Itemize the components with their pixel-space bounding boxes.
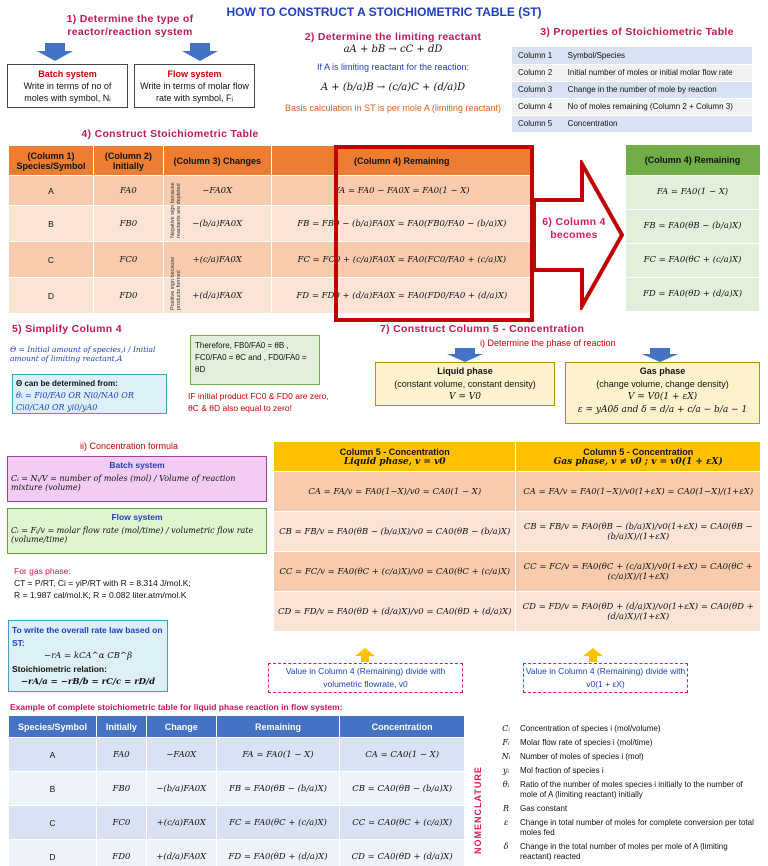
col-header: Species/Symbol [9, 716, 97, 738]
concentration: CB = CA0(θB − (b/a)X) [340, 772, 465, 806]
stoich-eq: −rA/a = −rB/b = rC/c = rD/d [20, 677, 156, 687]
stoich-label: Stoichiometric relation: [12, 664, 107, 674]
gas-label: For gas phase: [14, 566, 71, 576]
gas-phase-eps: ε = yA0δ and δ = d/a + c/a − b/a − 1 [577, 405, 748, 415]
col-header: (Column 4) Remaining [626, 145, 760, 175]
property-column: Column 1 [512, 47, 562, 64]
table-row [626, 277, 760, 311]
property-desc: Change in the number of mole by reaction [562, 81, 752, 98]
arrow-down-icon [445, 348, 485, 362]
rate-law-box [8, 620, 168, 692]
section-1-heading: 1) Determine the type of reactor/reaction system [66, 13, 194, 38]
table-row [274, 592, 761, 632]
gas-phase-title: Gas phase [639, 366, 686, 376]
col-header: (Column 1) Species/Symbol [9, 146, 94, 176]
change: +(c/a)FA0X [163, 242, 271, 278]
liquid-phase-title: Liquid phase [437, 366, 493, 376]
therefore-box: Therefore, FB0/FA0 = θB , FC0/FA0 = θC and , FD0/FA0 = θD [190, 335, 320, 385]
liquid-conc: CD = FD/v = FA0(θD + (d/a)X)/v0 = CA0(θD + (d/a)X) [274, 592, 516, 632]
negative-sign-note: Negative sign because reactants are depleted [170, 182, 182, 238]
change: −(b/a)FA0X [146, 772, 216, 806]
table-row [626, 243, 760, 277]
liquid-phase-box [375, 362, 555, 406]
col-header [274, 442, 516, 472]
theta-definition: Θ = Initial amount of species,i / Initial amount of limiting reactant,A [10, 345, 156, 363]
gas-phase-formula [14, 565, 264, 601]
flow-label: Flow system [111, 512, 163, 522]
definition: Number of moles of species i (mol) [520, 752, 644, 761]
property-desc: No of moles remaining (Column 2 + Column 3) [562, 98, 752, 115]
rate-label: To write the overall rate law based on ST: [12, 625, 163, 648]
initial: FC0 [96, 806, 146, 840]
liquid-phase-sub: (constant volume, constant density) [394, 379, 536, 389]
list-item [495, 816, 763, 840]
remaining: FD = FD0 + (d/a)FA0X = FA0(FD0/FA0 + (d/a)X) [271, 278, 532, 314]
change: −FA0X [163, 176, 271, 206]
remaining: FA = FA0(1 − X) [216, 738, 340, 772]
col-header: Remaining [216, 716, 340, 738]
concentration-heading: ii) Concentration formula [80, 441, 179, 451]
concentration: CC = CA0(θC + (c/a)X) [340, 806, 465, 840]
initial: FD0 [96, 840, 146, 866]
initial: FA0 [93, 176, 163, 206]
flow-system-box [134, 64, 255, 108]
col-header: Change [146, 716, 216, 738]
concentration: CD = CA0(θD + (d/a)X) [340, 840, 465, 866]
symbol: δ [503, 842, 509, 851]
remaining: FB = FB0 − (b/a)FA0X = FA0(FB0/FA0 − (b/a)X) [271, 206, 532, 242]
remaining: FD = FA0(θD + (d/a)X) [626, 277, 760, 311]
gas-conc: CA = FA/v = FA0(1−X)/v0(1+εX) = CA0(1−X)/(1+εX) [516, 472, 761, 512]
liquid-note-box: Value in Column 4 (Remaining) divide with volumetric flowrate, v0 [268, 663, 463, 693]
definition: Gas constant [520, 804, 568, 813]
gas-header: Column 5 - Concentration [583, 446, 694, 457]
initial: FC0 [93, 242, 163, 278]
table-row [512, 64, 752, 81]
arrow-up-icon [355, 648, 375, 662]
gas-conc: CB = FB/v = FA0(θB − (b/a)X)/v0(1+εX) = CA0(θB − (b/a)X)/(1+εX) [516, 512, 761, 552]
table-row [9, 738, 465, 772]
gas-phase-box [565, 362, 760, 424]
table-row [512, 47, 752, 64]
property-column: Column 3 [512, 81, 562, 98]
example-heading: Example of complete stoichiometric table for liquid phase reaction in flow system: [10, 702, 343, 712]
remaining: FB = FA0(θB − (b/a)X) [216, 772, 340, 806]
property-desc: Symbol/Species [562, 47, 752, 64]
phase-note: i) Determine the phase of reaction [480, 338, 616, 348]
section-6-label: 6) Column 4 becomes [542, 216, 606, 241]
initial: FA0 [96, 738, 146, 772]
table-row [626, 209, 760, 243]
section-4-heading: 4) Construct Stoichiometric Table [81, 128, 259, 140]
remaining: FD = FA0(θD + (d/a)X) [216, 840, 340, 866]
gas-sub: Gas phase, v ≠ v0 ; v = v0(1 + εX) [553, 456, 723, 467]
table-row [9, 806, 465, 840]
section-2-heading: 2) Determine the limiting reactant [304, 31, 482, 43]
definition: Change in total number of moles for complete conversion per total moles fed [520, 818, 754, 837]
limiting-note: If A is limiting reactant for the reaction: [316, 62, 470, 72]
remaining: FC = FA0(θC + (c/a)X) [216, 806, 340, 840]
remaining: FC = FC0 + (c/a)FA0X = FA0(FC0/FA0 + (c/a)X) [271, 242, 532, 278]
species: C [9, 806, 97, 840]
liquid-header: Column 5 - Concentration [339, 446, 450, 457]
change: +(d/a)FA0X [146, 840, 216, 866]
table-row [512, 98, 752, 115]
table-row [512, 81, 752, 98]
flow-concentration-box [7, 508, 267, 554]
theta-formula: θᵢ = Fi0/FA0 OR Ni0/NA0 OR Ci0/CA0 OR yi0/yA0 [16, 391, 134, 412]
theta-from-box [12, 374, 167, 414]
example-table [8, 715, 465, 866]
column5-table [273, 441, 761, 632]
property-desc: Concentration [562, 115, 752, 132]
species: A [9, 738, 97, 772]
symbol: Fᵢ [502, 738, 510, 747]
col-header: (Column 2) Initially [93, 146, 163, 176]
initial: FB0 [96, 772, 146, 806]
change: +(c/a)FA0X [146, 806, 216, 840]
concentration: CA = CA0(1 − X) [340, 738, 465, 772]
remaining: FC = FA0(θC + (c/a)X) [626, 243, 760, 277]
table-row [512, 115, 752, 132]
page-title: HOW TO CONSTRUCT A STOICHIOMETRIC TABLE (ST) [226, 5, 542, 19]
basis-note: Basis calculation in ST is per mole A (limiting reactant) [285, 103, 501, 113]
gas-conc: CD = FD/v = FA0(θD + (d/a)X)/v0(1+εX) = CA0(θD + (d/a)X)/(1+εX) [516, 592, 761, 632]
remaining: FB = FA0(θB − (b/a)X) [626, 209, 760, 243]
column4-highlight [334, 145, 534, 322]
flow-system-text: Write in terms of molar flow rate with symbol, Fᵢ [140, 81, 249, 103]
flow-system-title: Flow system [167, 69, 222, 79]
symbol: yᵢ [502, 766, 510, 775]
species: D [9, 840, 97, 866]
table-row [9, 772, 465, 806]
arrow-down-icon [640, 348, 680, 362]
batch-system-box [7, 64, 128, 108]
batch-label: Batch system [109, 460, 165, 470]
divided-reaction: A + (b/a)B → (c/a)C + (d/a)D [320, 82, 466, 93]
flow-equation: Cᵢ = Fᵢ/v = molar flow rate (mol/time) / volumetric flow rate (volume/time) [11, 526, 254, 544]
change: −FA0X [146, 738, 216, 772]
symbol: R [502, 804, 510, 813]
liquid-sub: Liquid phase, v = v0 [343, 456, 446, 467]
section-3-heading: 3) Properties of Stoichiometric Table [540, 26, 734, 38]
table-row [9, 840, 465, 866]
batch-concentration-box [7, 456, 267, 502]
list-item [495, 736, 763, 750]
table-row [274, 552, 761, 592]
batch-equation: Cᵢ = Nᵢ/V = number of moles (mol) / Volume of reaction mixture (volume) [11, 474, 236, 492]
list-item [495, 722, 763, 736]
symbol: Cᵢ [502, 724, 510, 733]
property-column: Column 2 [512, 64, 562, 81]
gas-phase-sub: (change volume, change density) [596, 379, 729, 389]
symbol: Nᵢ [501, 752, 511, 761]
theta-from-label: Θ can be determined from: [16, 379, 118, 388]
species: B [9, 206, 94, 242]
species: C [9, 242, 94, 278]
table-row [274, 472, 761, 512]
section-5-heading: 5) Simplify Column 4 [12, 323, 122, 335]
liquid-conc: CB = FB/v = FA0(θB − (b/a)X)/v0 = CA0(θB − (b/a)X) [274, 512, 516, 552]
definition: Change in the total number of moles per mole of A (limiting reactant) reacted [520, 842, 728, 861]
definition: Ratio of the number of moles species i initially to the number of mole of A (limiting reactant) initially [520, 780, 743, 799]
column4-simplified-table [625, 145, 760, 312]
col-header: (Column 3) Changes [163, 146, 271, 176]
gas-phase-eq: V = V0(1 + εX) [627, 392, 698, 402]
list-item [495, 840, 763, 864]
liquid-conc: CC = FC/v = FA0(θC + (c/a)X)/v0 = CA0(θC + (c/a)X) [274, 552, 516, 592]
species: B [9, 772, 97, 806]
list-item [495, 764, 763, 778]
batch-system-text: Write in terms of no of moles with symbol, Nᵢ [23, 81, 112, 103]
col-header [516, 442, 761, 472]
positive-sign-note: Positive sign because products formed [170, 256, 182, 310]
liquid-conc: CA = FA/v = FA0(1−X)/v0 = CA0(1 − X) [274, 472, 516, 512]
if-zero-note: IF initial product FC0 & FD0 are zero, θC & θD also equal to zero! [188, 391, 329, 413]
arrow-down-icon [180, 43, 220, 61]
nomenclature-table [495, 722, 763, 864]
table-row [274, 512, 761, 552]
gas-conc: CC = FC/v = FA0(θC + (c/a)X)/v0(1+εX) = CA0(θC + (c/a)X)/(1+εX) [516, 552, 761, 592]
definition: Molar flow rate of species i (mol/time) [520, 738, 653, 747]
properties-table [512, 47, 752, 133]
liquid-phase-eq: V = V0 [449, 392, 481, 402]
arrow-down-icon [35, 43, 75, 61]
list-item [495, 778, 763, 802]
col-header: (Column 4) Remaining [271, 146, 532, 176]
batch-system-title: Batch system [38, 69, 97, 79]
arrow-up-icon [583, 648, 603, 662]
property-desc: Initial number of moles or initial molar flow rate [562, 64, 752, 81]
change: −(b/a)FA0X [163, 206, 271, 242]
reaction-equation: aA + bB → cC + dD [343, 44, 443, 55]
property-column: Column 5 [512, 115, 562, 132]
definition: Mol fraction of species i [520, 766, 604, 775]
list-item [495, 802, 763, 816]
table-row [626, 175, 760, 209]
col-header: Concentration [340, 716, 465, 738]
gas-r: R = 1.987 cal/mol.K; R = 0.082 liter.atm/mol.K [14, 590, 187, 600]
remaining: FA = FA0 − FA0X = FA0(1 − X) [271, 176, 532, 206]
list-item [495, 750, 763, 764]
initial: FB0 [93, 206, 163, 242]
gas-eq: CT = P/RT, Ci = yiP/RT with R = 8.314 J/mol.K; [14, 578, 191, 588]
gas-note-box: Value in Column 4 (Remaining) divide with v0(1 + εX) [523, 663, 688, 693]
col-header: Initially [96, 716, 146, 738]
property-column: Column 4 [512, 98, 562, 115]
change: +(d/a)FA0X [163, 278, 271, 314]
rate-eq: −rA = kCA^α CB^β [44, 651, 132, 661]
section-7-heading: 7) Construct Column 5 - Concentration [380, 323, 585, 335]
initial: FD0 [93, 278, 163, 314]
symbol: ε [503, 818, 509, 827]
symbol: θᵢ [502, 780, 510, 789]
species: D [9, 278, 94, 314]
nomenclature-label: NOMENCLATURE [473, 766, 483, 854]
definition: Concentration of species i (mol/volume) [520, 724, 661, 733]
species: A [9, 176, 94, 206]
remaining: FA = FA0(1 − X) [626, 175, 760, 209]
